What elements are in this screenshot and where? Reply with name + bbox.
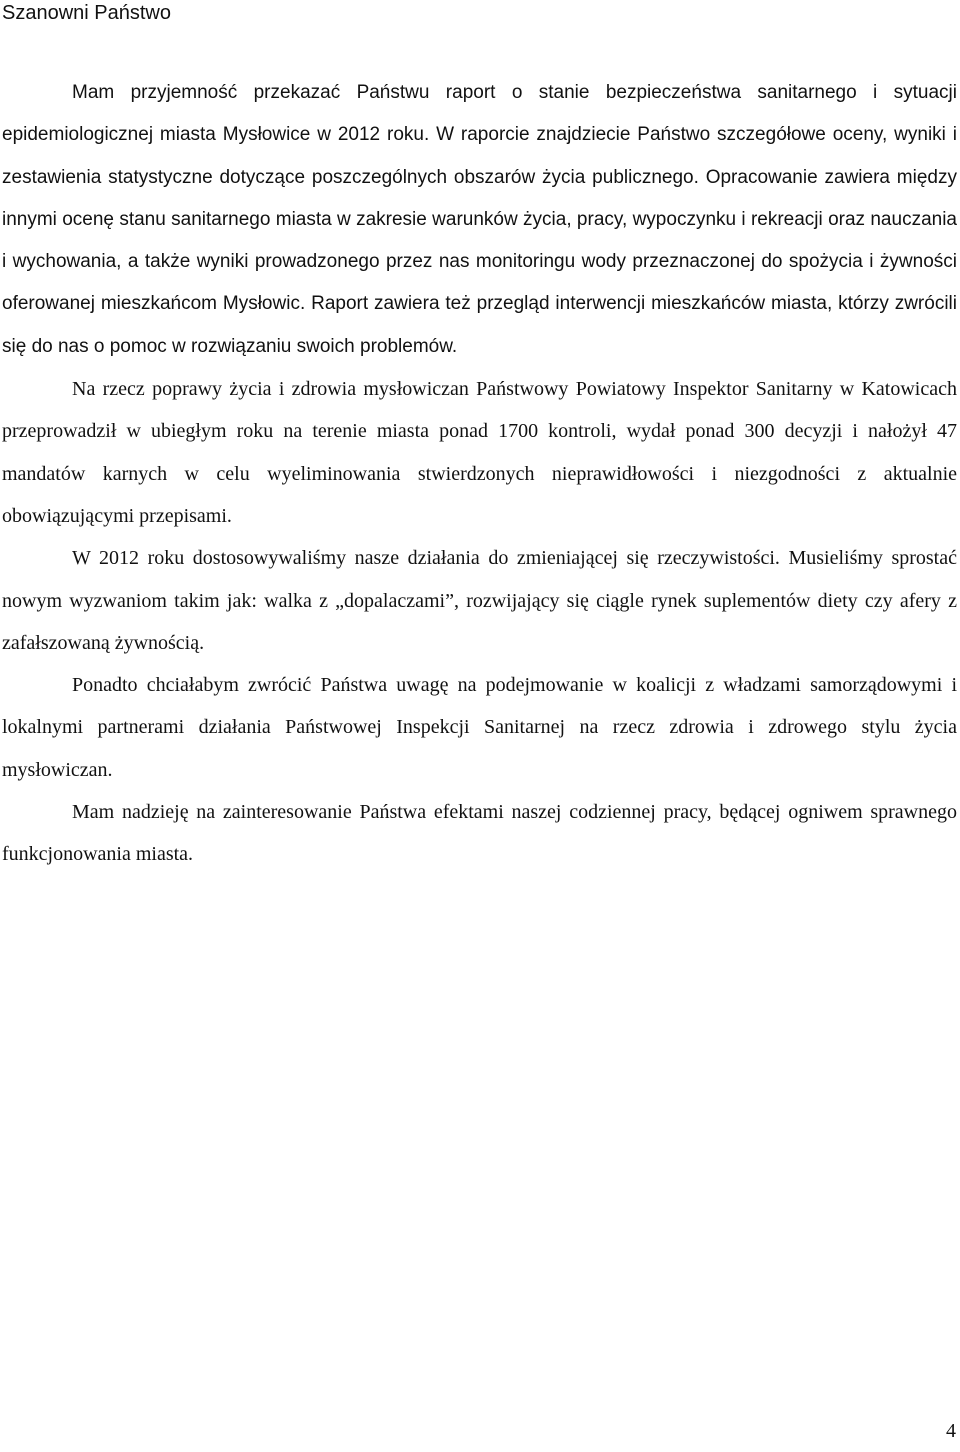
paragraph-coalition: Ponadto chciałabym zwrócić Państwa uwagę na podejmowanie w koalicji z władzami samorządowymi i lokalnymi partnerami działania Państwowej Inspekcji Sanitarnej na rzecz zdrowia i zdrowego stylu życia mysłowiczan.	[2, 674, 957, 781]
page-number: 4	[946, 1420, 956, 1442]
paragraph-challenges: W 2012 roku dostosowywaliśmy nasze działania do zmieniającej się rzeczywistości. Musieliśmy sprostać nowym wyzwaniom takim jak: walka z „dopalaczami”, rozwijający się ciągle rynek suplementów diety czy afery z zafałszowaną żywnością.	[2, 547, 957, 654]
paragraph-inspections: Na rzecz poprawy życia i zdrowia mysłowiczan Państwowy Powiatowy Inspektor Sanitarny w Katowicach przeprowadził w ubiegłym roku na terenie miasta ponad 1700 kontroli, wydał ponad 300 decyzji i nałożył 47 mandatów karnych w celu wyeliminowania stwierdzonych nieprawidłowości i niezgodności z aktualnie obowiązującymi przepisami.	[2, 378, 957, 527]
paragraph-intro: Mam przyjemność przekazać Państwu raport o stanie bezpieczeństwa sanitarnego i sytuacji epidemiologicznej miasta Mysłowice w 2012 roku. W raporcie znajdziecie Państwo szczegółowe oceny, wyniki i zestawienia statystyczne dotyczące poszczególnych obszarów życia publicznego. Opracowanie zawiera między innymi ocenę stanu sanitarnego miasta w zakresie warunków życia, pracy, wypoczynku i rekreacji oraz nauczania i wychowania, a także wyniki prowadzonego przez nas monitoringu wody przeznaczonej do spożycia i żywności oferowanej mieszkańcom Mysłowic. Raport zawiera też przegląd interwencji mieszkańców miasta, którzy zwrócili się do nas o pomoc w rozwiązaniu swoich problemów.	[2, 82, 957, 357]
letter-body	[2, 72, 957, 876]
salutation: Szanowni Państwo	[2, 2, 171, 24]
paragraph-closing: Mam nadzieję na zainteresowanie Państwa efektami naszej codziennej pracy, będącej ogniwem sprawnego funkcjonowania miasta.	[2, 801, 957, 866]
